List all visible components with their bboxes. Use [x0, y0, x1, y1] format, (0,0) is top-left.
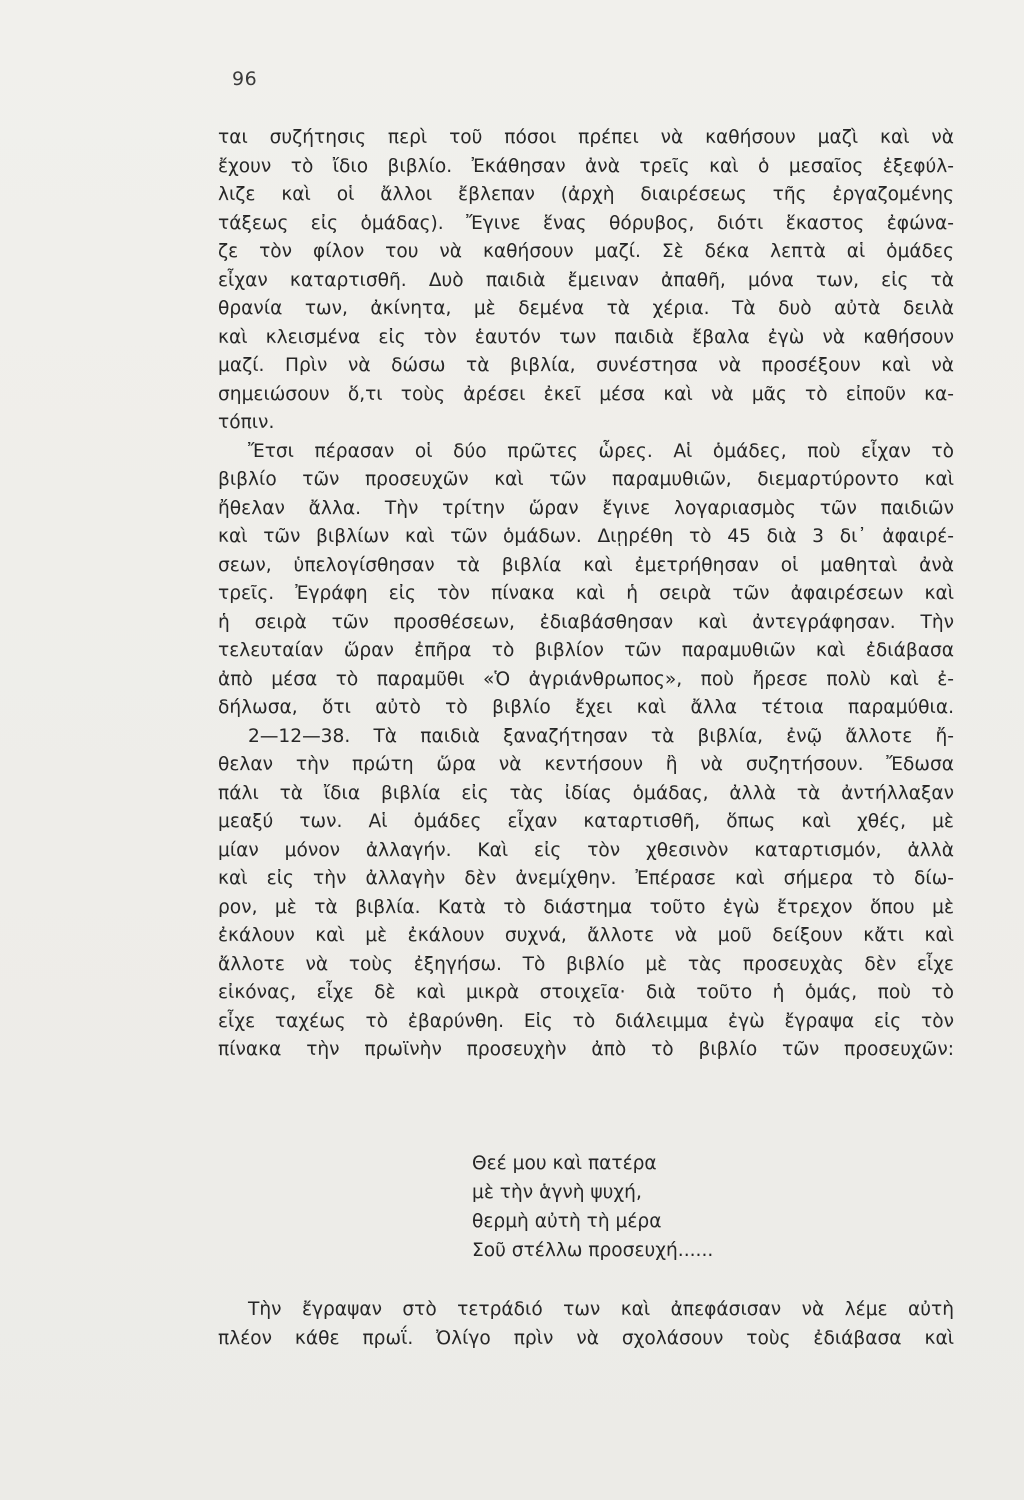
text-line: καὶ τῶν βιβλίων καὶ τῶν ὁμάδων. Διῃρέθη τὸ 45 διὰ 3 δι᾽ ἀφαιρέ- — [218, 526, 954, 547]
text-line: σημειώσουν ὅ,τι τοὺς ἀρέσει ἐκεῖ μέσα καὶ νὰ μᾶς τὸ εἰποῦν κα- — [218, 383, 954, 405]
text-line: ἀπὸ μέσα τὸ παραμῦθι «Ὁ ἀγριάνθρωπος», ποὺ ἤρεσε πολὺ καὶ ἐ- — [218, 668, 954, 690]
text-line: ται συζήτησις περὶ τοῦ πόσοι πρέπει νὰ καθήσουν μαζὶ καὶ νὰ — [218, 127, 954, 148]
main-paragraphs — [218, 124, 954, 1065]
text-line: πλέον κάθε πρωΐ. Ὀλίγο πρὶν νὰ σχολάσουν τοὺς ἐδιάβασα καὶ — [218, 1327, 954, 1349]
text-line: εἶχε ταχέως τὸ ἐβαρύνθη. Εἰς τὸ διάλειμμα ἐγὼ ἔγραψα εἰς τὸν — [218, 1010, 954, 1032]
text-line: τρεῖς. Ἐγράφη εἰς τὸν πίνακα καὶ ἡ σειρὰ τῶν ἀφαιρέσεων καὶ — [218, 583, 954, 604]
text-line: ρον, μὲ τὰ βιβλία. Κατὰ τὸ διάστημα τοῦτο ἐγὼ ἔτρεχον ὅπου μὲ — [218, 896, 954, 918]
text-line: λιζε καὶ οἱ ἄλλοι ἔβλεπαν (ἀρχὴ διαιρέσεως τῆς ἐργαζομένης — [218, 184, 954, 205]
text-line: ἄλλοτε νὰ τοὺς ἐξηγήσω. Τὸ βιβλίο μὲ τὰς προσευχὰς δὲν εἶχε — [218, 953, 954, 975]
verse-line: Σοῦ στέλλω προσευχή...... — [472, 1240, 714, 1261]
text-line: καὶ εἰς τὴν ἀλλαγὴν δὲν ἀνεμίχθην. Ἐπέρασε καὶ σήμερα τὸ δίω- — [218, 868, 954, 889]
verse-line: θερμὴ αὐτὴ τὴ μέρα — [472, 1211, 662, 1232]
text-line: θελαν τὴν πρώτη ὥρα νὰ κεντήσουν ἢ νὰ συζητήσουν. Ἔδωσα — [218, 754, 954, 775]
text-line: ἡ σειρὰ τῶν προσθέσεων, ἐδιαβάσθησαν καὶ ἀντεγράφησαν. Τὴν — [218, 611, 954, 633]
text-line: Ἔτσι πέρασαν οἱ δύο πρῶτες ὧρες. Αἱ ὁμάδες, ποὺ εἶχαν τὸ — [248, 440, 954, 462]
text-line: εἶχαν καταρτισθῆ. Δυὸ παιδιὰ ἔμειναν ἀπαθῆ, μόνα των, εἰς τὰ — [218, 269, 954, 291]
text-line: τελευταίαν ὥραν ἐπῆρα τὸ βιβλίον τῶν παραμυθιῶν καὶ ἐδιάβασα — [218, 640, 954, 661]
text-line: τόπιν. — [218, 412, 275, 433]
verse-line: μὲ τὴν ἁγνὴ ψυχή, — [472, 1182, 642, 1203]
text-line: ἐκάλουν καὶ μὲ ἐκάλουν συχνά, ἄλλοτε νὰ μοῦ δείξουν κἄτι καὶ — [218, 925, 954, 946]
text-line: ἤθελαν ἄλλα. Τὴν τρίτην ὥραν ἔγινε λογαριασμὸς τῶν παιδιῶν — [218, 497, 954, 519]
text-line: ἔχουν τὸ ἴδιο βιβλίο. Ἐκάθησαν ἀνὰ τρεῖς καὶ ὁ μεσαῖος ἐξεφύλ- — [218, 155, 954, 177]
text-line: σεων, ὑπελογίσθησαν τὰ βιβλία καὶ ἐμετρήθησαν οἱ μαθηταὶ ἀνὰ — [218, 554, 954, 576]
text-line: μαζί. Πρὶν νὰ δώσω τὰ βιβλία, συνέστησα νὰ προσέξουν καὶ νὰ — [218, 355, 954, 376]
text-line: τάξεως εἰς ὁμάδας). Ἔγινε ἕνας θόρυβος, διότι ἕκαστος ἐφώνα- — [218, 212, 954, 234]
text-line: Τὴν ἔγραψαν στὸ τετράδιό των καὶ ἀπεφάσισαν νὰ λέμε αὐτὴ — [248, 1299, 954, 1320]
text-line: πάλι τὰ ἴδια βιβλία εἰς τὰς ἰδίας ὁμάδας, ἀλλὰ τὰ ἀντήλλαξαν — [218, 782, 954, 804]
page-number: 96 — [232, 68, 258, 90]
text-line: θρανία των, ἀκίνητα, μὲ δεμένα τὰ χέρια. Τὰ δυὸ αὐτὰ δειλὰ — [218, 298, 954, 319]
text-line: πίνακα τὴν πρωϊνὴν προσευχὴν ἀπὸ τὸ βιβλίο τῶν προσευχῶν: — [218, 1039, 954, 1060]
closing-paragraph — [218, 1296, 954, 1353]
text-line: δήλωσα, ὅτι αὐτὸ τὸ βιβλίο ἔχει καὶ ἄλλα τέτοια παραμύθια. — [218, 697, 954, 718]
prayer-verse — [472, 1149, 713, 1265]
text-line: 2—12—38. Τὰ παιδιὰ ξαναζήτησαν τὰ βιβλία, ἐνῷ ἄλλοτε ἤ- — [248, 725, 954, 747]
text-line: μίαν μόνον ἀλλαγήν. Καὶ εἰς τὸν χθεσινὸν καταρτισμόν, ἀλλὰ — [218, 839, 954, 861]
verse-line: Θεέ μου καὶ πατέρα — [472, 1153, 657, 1174]
text-line: μεαξύ των. Αἱ ὁμάδες εἶχαν καταρτισθῆ, ὅπως καὶ χθές, μὲ — [218, 811, 954, 832]
text-line: καὶ κλεισμένα εἰς τὸν ἑαυτόν των παιδιὰ ἔβαλα ἐγὼ νὰ καθήσουν — [218, 326, 954, 348]
text-line: εἰκόνας, εἶχε δὲ καὶ μικρὰ στοιχεῖα· διὰ τοῦτο ἡ ὁμάς, ποὺ τὸ — [218, 982, 954, 1003]
text-line: βιβλίο τῶν προσευχῶν καὶ τῶν παραμυθιῶν, διεμαρτύροντο καὶ — [218, 469, 954, 490]
text-line: ζε τὸν φίλον του νὰ καθήσουν μαζί. Σὲ δέκα λεπτὰ αἱ ὁμάδες — [218, 241, 954, 262]
